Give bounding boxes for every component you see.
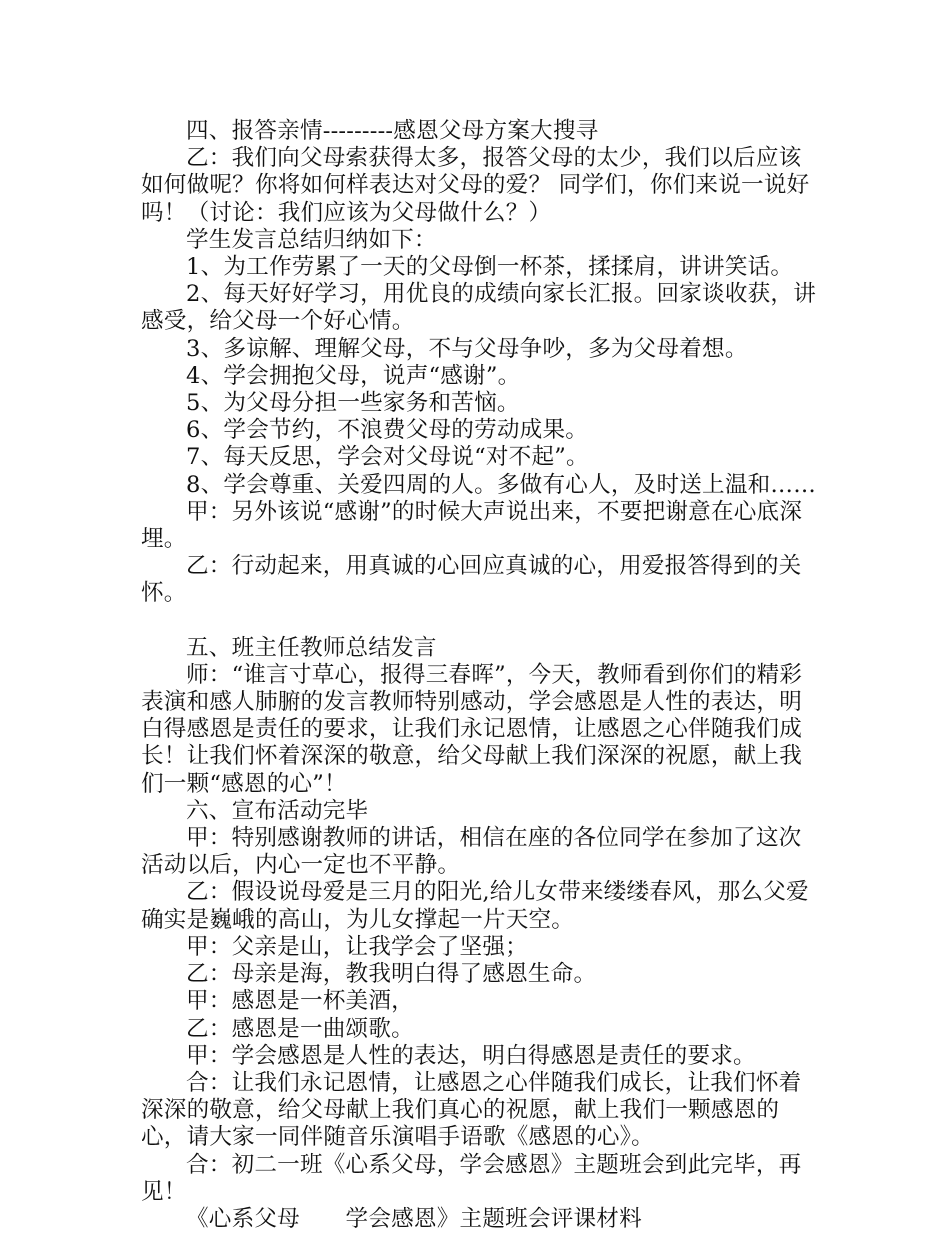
paragraph: 学生发言总结归纳如下：: [186, 226, 437, 253]
paragraph: 甲：特别感谢教师的讲话，相信在座的各位同学在参加了这次活动以后，内心一定也不平静。: [141, 825, 802, 879]
section-heading-5: 五、班主任教师总结发言: [186, 634, 437, 661]
list-item: 2、每天好好学习，用优良的成绩向家长汇报。回家谈收获，讲感受，给父母一个好心情。: [141, 281, 817, 335]
paragraph: 乙：母亲是海，教我明白得了感恩生命。: [186, 961, 597, 988]
paragraph: 甲：学会感恩是人性的表达，明白得感恩是责任的要求。: [186, 1042, 756, 1069]
section-title: 《心系父母 学会感恩》主题班会评课材料: [186, 1205, 642, 1232]
paragraph: 乙：假设说母爱是三月的阳光,给儿女带来缕缕春风，那么父爱确实是巍峨的高山，为儿女撑起一片天空。: [141, 879, 809, 933]
list-item: 7、每天反思，学会对父母说“对不起”。: [186, 444, 589, 471]
paragraph: 甲：父亲是山，让我学会了坚强；: [186, 933, 528, 960]
list-item: 5、为父母分担一些家务和苦恼。: [186, 390, 520, 417]
paragraph: 甲：另外该说“感谢”的时候大声说出来，不要把谢意在心底深埋。: [141, 498, 803, 553]
paragraph: 乙：我们向父母索获得太多，报答父母的太少，我们以后应该如何做呢？你将如何样表达对父母的爱？ 同学们，你们来说一说好吗！（讨论：我们应该为父母做什么？）: [141, 145, 810, 226]
paragraph: 合：让我们永记恩情，让感恩之心伴随我们成长，让我们怀着深深的敬意，给父母献上我们真心的祝愿，献上我们一颗感恩的心，请大家一同伴随音乐演唱手语歌《感恩的心》。: [141, 1069, 802, 1151]
body-text: [141, 118, 821, 1233]
section-heading-6: 六、宣布活动完毕: [186, 797, 369, 824]
paragraph: 师：“谁言寸草心，报得三春晖”，今天，教师看到你们的精彩表演和感人肺腑的发言教师特别感动，学会感恩是人性的表达，明白得感恩是责任的要求，让我们永记恩情，让感恩之心伴随我们成长！让我们怀着深深的敬意，给父母献上我们深深的祝愿，献上我们一颗“感恩的心”！: [141, 661, 803, 797]
list-item: 6、学会节约，不浪费父母的劳动成果。: [186, 417, 589, 444]
section-heading-4: 四、报答亲情---------感恩父母方案大搜寻: [186, 118, 599, 144]
paragraph: 合：初二一班《心系父母，学会感恩》主题班会到此完毕，再见！: [141, 1151, 802, 1205]
list-item: 8、学会尊重、关爱四周的人。多做有心人，及时送上温和……: [186, 471, 817, 498]
paragraph: 乙：行动起来，用真诚的心回应真诚的心，用爱报答得到的关怀。: [141, 553, 802, 607]
paragraph: 乙：感恩是一曲颂歌。: [186, 1015, 414, 1042]
list-item: 1、为工作劳累了一天的父母倒一杯茶，揉揉肩，讲讲笑话。: [186, 254, 794, 281]
list-item: 3、多谅解、理解父母，不与父母争吵，多为父母着想。: [186, 335, 748, 362]
list-item: 4、学会拥抱父母，说声“感谢”。: [186, 362, 521, 389]
paragraph: 甲：感恩是一杯美酒，: [186, 988, 414, 1015]
